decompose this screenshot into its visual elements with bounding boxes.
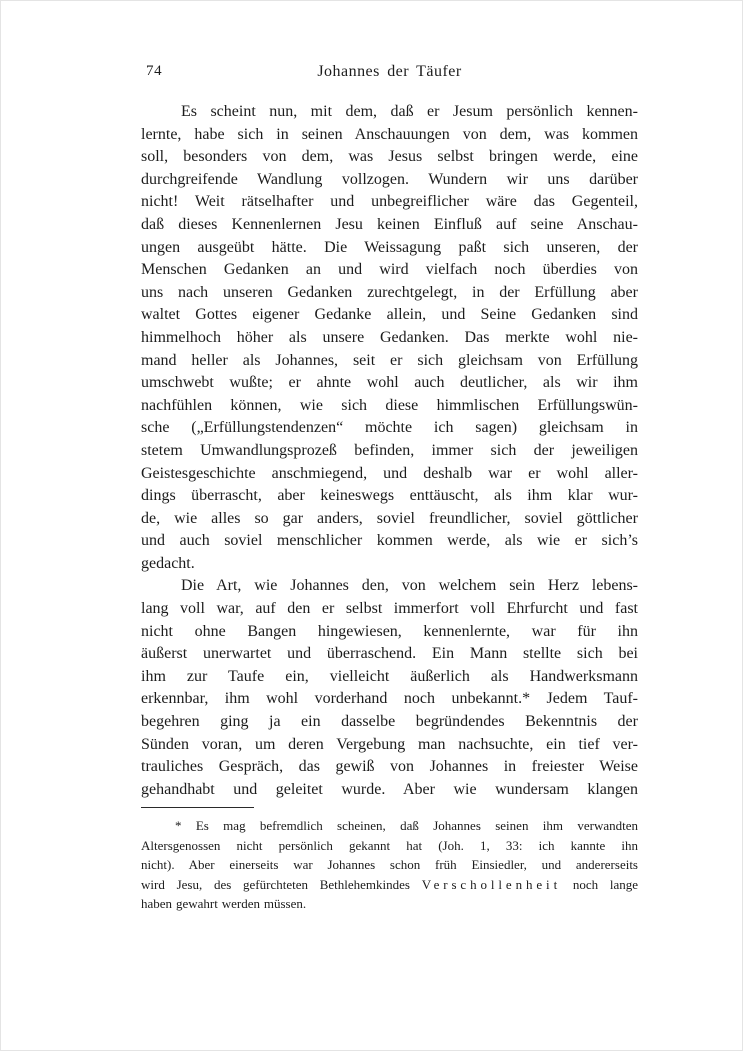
running-title: Johannes der Täufer — [317, 63, 462, 80]
text-line: mand heller als Johannes, seit er sich gleichsam von Erfüllung — [141, 351, 638, 369]
text-line: waltet Gottes eigener Gedanke allein, und Seine Gedanken sind — [141, 306, 638, 324]
footnote-line: haben gewahrt werden müssen. — [141, 896, 307, 912]
text-line: gehandhabt und geleitet wurde. Aber wie wundersam klangen — [141, 780, 638, 798]
text-line: und auch soviel menschlicher kommen werde, als wie er sich’s — [141, 532, 638, 550]
footnote-line — [141, 875, 638, 894]
text-line: Sünden voran, um deren Vergebung man nachsuchte, ein tief ver- — [141, 735, 638, 753]
paragraph-1 — [141, 101, 638, 575]
text-line: umschwebt wußte; er ahnte wohl auch deutlicher, als wir ihm — [141, 374, 638, 392]
text-line: durchgreifende Wandlung vollzogen. Wundern wir uns darüber — [141, 170, 638, 188]
text-line: äußerst unerwartet und überraschend. Ein Mann stellte sich bei — [141, 645, 638, 663]
text-line: stetem Umwandlungsprozeß befinden, immer sich der jeweiligen — [141, 441, 638, 459]
text-line: ungen ausgeübt hätte. Die Weissagung paßt sich unseren, der — [141, 238, 638, 256]
text-line: trauliches Gespräch, das gewiß von Johannes in freiester Weise — [141, 758, 638, 776]
text-line: himmelhoch höher als unsere Gedanken. Das merkte wohl nie- — [141, 328, 638, 346]
text-line: Geistesgeschichte anschmiegend, und deshalb war er wohl aller- — [141, 464, 638, 482]
text-line: Es scheint nun, mit dem, daß er Jesum persönlich kennen- — [181, 103, 638, 120]
text-line: nicht! Weit rätselhafter und unbegreiflicher wäre das Gegenteil, — [141, 193, 638, 211]
paragraph-2 — [141, 575, 638, 801]
text-line: ihm zur Taufe ein, vielleicht äußerlich als Handwerksmann — [141, 667, 638, 685]
text-line: de, wie alles so gar anders, soviel freundlicher, soviel göttlicher — [141, 509, 638, 527]
text-line: lang voll war, auf den er selbst immerfort voll Ehrfurcht und fast — [141, 600, 638, 618]
footnote-line: * Es mag befremdlich scheinen, daß Johannes seinen ihm verwandten — [175, 818, 638, 834]
footnote-line-text: wird Jesu, des gefürchteten Bethlehemkindes — [141, 876, 422, 892]
text-line: Menschen Gedanken an und wird vielfach noch überdies von — [141, 261, 638, 279]
emphasized-word: Verschollenheit — [421, 876, 562, 892]
text-line: nicht ohne Bangen hingewiesen, kennenlernte, war für ihn — [141, 622, 638, 640]
footnote-rule — [141, 807, 254, 808]
text-line: nachfühlen können, wie sich diese himmlischen Erfüllungswün- — [141, 396, 638, 414]
footnote-line-text: noch lange — [561, 876, 638, 892]
text-line: sche („Erfüllungstendenzen“ möchte ich sagen) gleichsam in — [141, 419, 638, 437]
text-line: lernte, habe sich in seinen Anschauungen von dem, was kommen — [141, 125, 638, 143]
text-line: dings überrascht, aber keineswegs enttäuscht, als ihm klar wur- — [141, 487, 638, 505]
text-line: daß dieses Kennenlernen Jesu keinen Einfluß auf seine Anschau- — [141, 215, 638, 233]
footnote-line: nicht). Aber einerseits war Johannes schon früh Einsiedler, und andererseits — [141, 857, 638, 873]
text-line: begehren ging ja ein dasselbe begründendes Bekenntnis der — [141, 713, 638, 731]
main-text — [141, 101, 638, 801]
footnote — [141, 807, 638, 913]
text-line: uns nach unseren Gedanken zurechtgelegt, in der Erfüllung aber — [141, 283, 638, 301]
text-line: Die Art, wie Johannes den, von welchem sein Herz lebens- — [181, 577, 638, 595]
text-line: erkennbar, ihm wohl vorderhand noch unbekannt.* Jedem Tauf- — [141, 690, 638, 708]
page-number: 74 — [146, 63, 163, 79]
footnote-line: Altersgenossen nicht persönlich gekannt hat (Joh. 1, 33: ich kannte ihn — [141, 837, 638, 853]
page-content — [141, 63, 638, 913]
text-line: gedacht. — [141, 554, 195, 572]
page-header — [141, 63, 638, 83]
text-line: soll, besonders von dem, was Jesus selbst bringen werde, eine — [141, 148, 638, 166]
